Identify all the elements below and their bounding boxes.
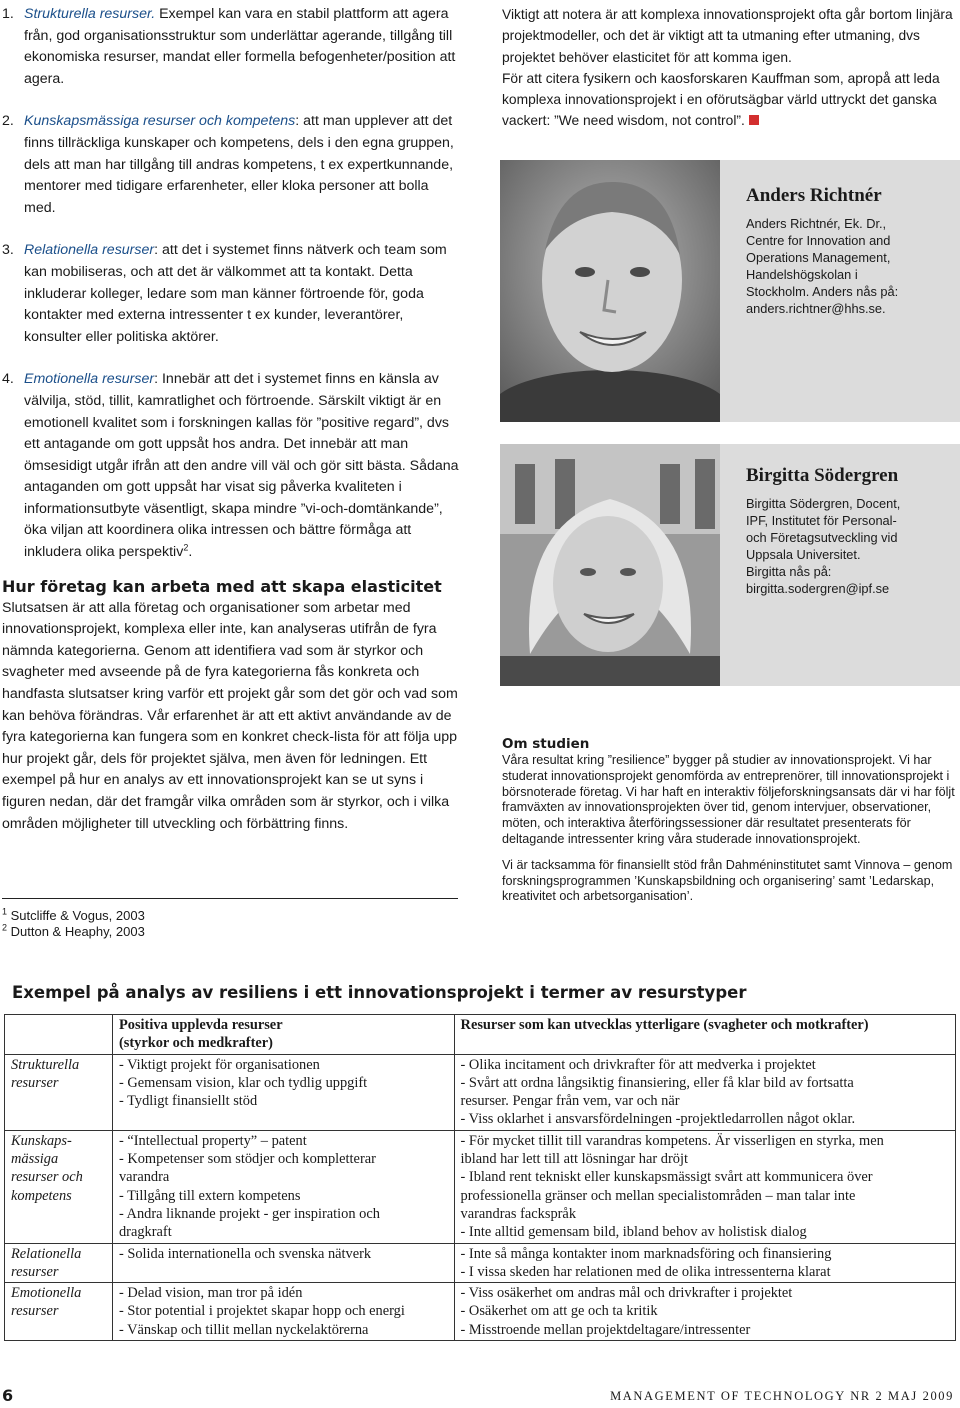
study-heading: Om studien bbox=[502, 736, 590, 752]
list-text: : Innebär att det i systemet finns en känsla av välvilja, stöd, tillit, kamratlighet och förtroende. Särskilt viktigt är en emotionell kvalitet som i forskningen kallas för ”positive regard”, dvs ett antagande om gott uppsåt hos andra. Det innebär att man ömsesidigt utgår ifrån att den andre vill väl och gör sitt bästa. Sådana antaganden om gott uppsåt har visat sig påverka kvaliteten i informationsutbyte väsentligt, skapa mindre ”vi-och-domtänkande”, öka viljan att koordinera olika intressen och bättre förmåga att inkludera olika perspektiv bbox=[24, 371, 459, 561]
portrait-photo-birgitta bbox=[500, 444, 720, 686]
list-number: 4. bbox=[2, 371, 14, 388]
bio-text: Birgitta Södergren, Docent, IPF, Institutet för Personal- och Företagsutveckling vid Uppsala Universitet. Birgitta nås på: birgitta.sodergren@ipf.se bbox=[746, 495, 948, 597]
develop-cell: - För mycket tillit till varandras kompetens. Är visserligen en styrka, men ibland har lett till att lösningar har dröjt - Ibland rent tekniskt eller kunskapsmässigt svårt att kommunicera över professionella gränser och mellan specialistområden – man talar inte varandras fackspråk - Inte alltid gemensam bild, ibland behov av holistisk dialog bbox=[454, 1130, 955, 1243]
bio-name: Anders Richtnér bbox=[746, 185, 882, 206]
intro-paragraph-2: För att citera fysikern och kaosforskaren Kauffman som, apropå att leda komplexa innovationsprojekt i en oförutsägbar värld uttryckt det ganska vackert: ”We need wisdom, not control”. bbox=[502, 70, 940, 129]
intro-paragraph-1: Viktigt att notera är att komplexa innovationsprojekt ofta går bortom linjära projektmodeller, och det är viktigt att ta utmaning efter utmaning, dvs projektet behöver elasticitet för att komma igen. bbox=[502, 7, 953, 65]
list-item-relational bbox=[2, 240, 462, 348]
list-text: : att man upplever att det finns tillräckliga kunskaper och kompetens, dels i den egna gruppen, dels att man har tillgång till andras kompetens, t ex expertkunnande, mentorer med tidigare erfarenheter, eller kloka personer att bolla med. bbox=[24, 113, 454, 216]
list-term: Kunskapsmässiga resurser och kompetens bbox=[24, 113, 296, 130]
header-develop: Resurser som kan utvecklas ytterligare (svagheter och motkrafter) bbox=[454, 1015, 955, 1055]
email-link[interactable]: anders.richtner@hhs.se. bbox=[746, 301, 886, 316]
list-text: : att det i systemet finns nätverk och team som kan mobiliseras, och att det är välkommet att ta kontakt. Detta inkluderar kolleger, ledare som man känner förtroende för, goda kontakter med externa intressenter t ex kunder, leverantörer, konsulter eller politiska aktörer. bbox=[24, 242, 447, 345]
footnote-2: $^2$ Dutton & Heaphy, 2003 bbox=[2, 922, 145, 939]
about-study bbox=[502, 736, 958, 905]
list-item-knowledge bbox=[2, 111, 462, 219]
table-row bbox=[5, 1283, 956, 1341]
bio-box-anders bbox=[720, 160, 960, 422]
bio-name: Birgitta Södergren bbox=[746, 465, 899, 486]
table-row bbox=[5, 1130, 956, 1243]
positive-cell: - Viktigt projekt för organisationen - Gemensam vision, klar och tydlig uppgift - Tydligt finansiellt stöd bbox=[112, 1054, 454, 1130]
row-label: Emotionella resurser bbox=[5, 1283, 113, 1341]
list-text: Exempel kan vara en stabil plattform att agera från, god organisationsstruktur som underlättar agerande, tillgång till ekonomiska resurser, mandat eller formella befogenheter/position att agera. bbox=[24, 6, 456, 87]
portrait-photo-anders bbox=[500, 160, 720, 422]
develop-cell: - Olika incitament och drivkrafter för att medverka i projektet - Svårt att ordna långsiktig finansiering, eller få klar bild av fortsatta resurser. Pengar från vem, var och när - Viss oklarhet i ansvarsfördelningen -projektledarrollen något oklar. bbox=[454, 1054, 955, 1130]
section-heading: Hur företag kan arbeta med att skapa elasticitet bbox=[2, 576, 442, 596]
resource-table bbox=[4, 1014, 956, 1341]
left-column bbox=[2, 4, 462, 835]
bio-text: Anders Richtnér, Ek. Dr., Centre for Innovation and Operations Management, Handelshögskolan i Stockholm. Anders nås på: anders.richtner@hhs.se. bbox=[746, 215, 948, 317]
table-header-row bbox=[5, 1015, 956, 1055]
table-row bbox=[5, 1054, 956, 1130]
page-number: 6 bbox=[2, 1386, 14, 1405]
list-term: Strukturella resurser. bbox=[24, 6, 156, 22]
table-row bbox=[5, 1243, 956, 1283]
positive-cell: - Delad vision, man tror på idén - Stor potential i projektet skapar hopp och energi - Vänskap och tillit mellan nyckelaktörerna bbox=[112, 1283, 454, 1341]
bio-box-birgitta bbox=[720, 444, 960, 686]
end-mark-icon bbox=[749, 115, 759, 125]
list-item-emotional bbox=[2, 369, 462, 563]
footnote-ref: 2 bbox=[183, 542, 189, 553]
develop-cell: - Inte så många kontakter inom marknadsföring och finansiering - I vissa skeden har relationen med de olika intressenterna klarat bbox=[454, 1243, 955, 1283]
portrait-woman-image bbox=[500, 444, 720, 686]
list-number: 1. bbox=[2, 6, 14, 22]
portrait-man-image bbox=[500, 160, 720, 422]
footnotes bbox=[2, 908, 462, 940]
header-empty-cell bbox=[5, 1015, 113, 1055]
section-text: Slutsatsen är att alla företag och organisationer som arbetar med innovationsprojekt, komplexa eller inte, kan analyseras utifrån de fyra nämnda kategorierna. Genom att identifiera vad som är styrkor och svagheter med avseende på de fyra kategorierna fås konkreta och handfasta slutsatser kring varför ett projekt går som det gör och vad som kan behöva förändras. Vår erfarenhet är att ett aktivt användande av de fyra kategorierna kan fungera som en konkret check-lista för att följa upp hur projekt går, dels för projektet själva, men även för ledningen. Ett exempel på hur en analys av ett innovationsprojekt kan se ut syns i figuren nedan, där det framgår vilka områden som är styrkor, och i vilka områden möjligheter till utveckling och förbättring finns. bbox=[2, 599, 458, 832]
row-label: Strukturella resurser bbox=[5, 1054, 113, 1130]
list-text-end: . bbox=[188, 544, 193, 561]
list-term: Relationella resurser bbox=[24, 242, 155, 259]
row-label: Relationella resurser bbox=[5, 1243, 113, 1283]
list-number: 2. bbox=[2, 113, 14, 130]
develop-cell: - Viss osäkerhet om andras mål och drivkrafter i projektet - Osäkerhet om att ge och ta kritik - Misstroende mellan projektdeltagare/intressenter bbox=[454, 1283, 955, 1341]
positive-cell: - “Intellectual property” – patent - Kompetenser som stödjer och kompletterar varandra - Tillgång till extern kompetens - Andra liknande projekt - ger inspiration och dragkraft bbox=[112, 1130, 454, 1243]
study-paragraph-1: Våra resultat kring ”resilience” bygger på studier av innovationsprojekt. Vi har studerat innovationsprojekt genomförda av entreprenörer, till innovationsprojekt i börsnoterade företag. Vi har haft en interaktiv följeforskningsansats där vi har följt framväxten av innovationsprojekten över tid, genom intervjuer, observationer, möten, och interaktiva återföringssessioner där resultatet presenterats för deltagande intressenter kring våra studerade innovationsprojekt. bbox=[502, 753, 955, 846]
list-term: Emotionella resurser bbox=[24, 371, 155, 388]
study-paragraph-2: Vi är tacksamma för finansiellt stöd från Dahméninstitutet samt Vinnova – genom forskningsprogrammen ’Kunskapsbildning och organisering’ samt ’Ledarskap, kreativitet och arbetsorganisation’. bbox=[502, 857, 953, 904]
list-number: 3. bbox=[2, 242, 14, 259]
footnote-1: $^1$ Sutcliffe & Vogus, 2003 bbox=[2, 906, 145, 923]
table-title: Exempel på analys av resiliens i ett innovationsprojekt i termer av resurstyper bbox=[12, 983, 747, 1002]
publication-name: MANAGEMENT OF TECHNOLOGY NR 2 MAJ 2009 bbox=[610, 1389, 954, 1403]
header-positive: Positiva upplevda resurser (styrkor och medkrafter) bbox=[112, 1015, 454, 1055]
email-link[interactable]: birgitta.sodergren@ipf.se bbox=[746, 581, 890, 596]
footnote-divider bbox=[2, 898, 458, 899]
list-item-structural bbox=[2, 4, 462, 90]
positive-cell: - Solida internationella och svenska nätverk bbox=[112, 1243, 454, 1283]
row-label: Kunskaps- mässiga resurser och kompetens bbox=[5, 1130, 113, 1243]
right-intro bbox=[502, 4, 954, 132]
